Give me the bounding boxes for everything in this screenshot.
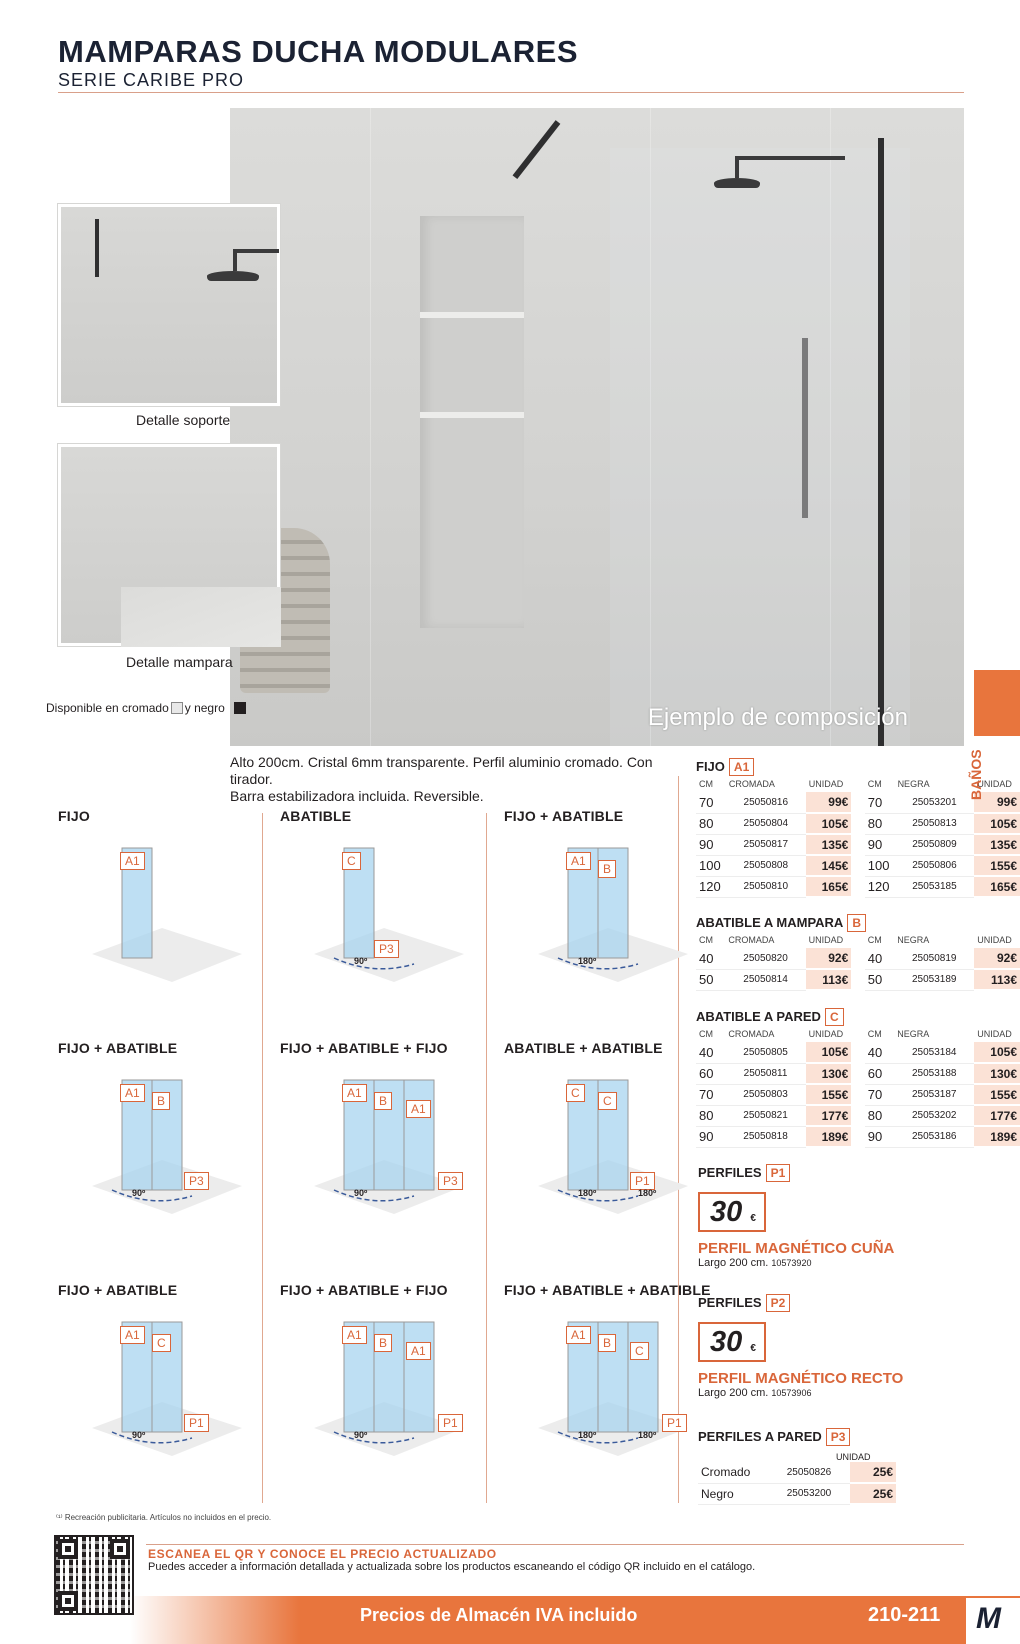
config-diagram	[294, 1068, 474, 1218]
glass-panel-shape	[404, 1080, 434, 1190]
letter-badge: A1	[120, 852, 145, 870]
table-row	[696, 855, 1020, 876]
shower-head-icon	[714, 178, 760, 188]
letter-badge: B	[847, 914, 866, 932]
table-row	[696, 969, 1020, 990]
cell-gap	[851, 1063, 865, 1084]
letter-badge: A1	[120, 1084, 145, 1102]
cell-cm: 100	[696, 855, 726, 876]
cell-code: 25050805	[725, 1042, 805, 1063]
cell-gap	[851, 948, 865, 969]
table-fijo: FIJO A1 CM CROMADA UNIDAD CM NEGRA UNIDAD 70 25050816 99€ 70 25053201 99€ 80 25050804 105€ 80 25050813 105€ 90 25050817 135€ 90 25050809 135€ 100 25050808 145€ 100 25050806 155€ 120 25050810 165€ 120 25053185 165€	[696, 758, 1020, 898]
cell-code: 25050811	[725, 1063, 805, 1084]
cell-code: 25050806	[895, 855, 975, 876]
wall-niche	[420, 216, 524, 628]
angle-label: 180º	[578, 956, 597, 966]
cell-cm: 90	[696, 834, 726, 855]
qr-divider	[146, 1544, 964, 1545]
table-row	[696, 948, 1020, 969]
config-diagram	[72, 1068, 252, 1218]
cell-code: 25050817	[726, 834, 806, 855]
cell-price: 155€	[974, 855, 1020, 876]
cell-code: 25053188	[894, 1063, 974, 1084]
cell-code: 25053185	[895, 876, 975, 897]
cell-gap	[851, 876, 864, 897]
price-box: 30 €	[698, 1192, 766, 1232]
config-diagram	[518, 1310, 698, 1460]
shower-diagram-icon	[294, 1068, 474, 1218]
qr-code-icon[interactable]	[54, 1535, 134, 1615]
cell-cm: 70	[696, 1084, 725, 1105]
cell-price: 113€	[806, 969, 852, 990]
config-diagram	[294, 1310, 474, 1460]
cell-code: 25053200	[768, 1483, 850, 1504]
cell-cm: 80	[865, 813, 895, 834]
cell-price: 189€	[806, 1126, 852, 1147]
config-diagram	[294, 836, 474, 986]
black-swatch-icon	[234, 702, 246, 714]
cell-code: 25050818	[725, 1126, 805, 1147]
availability-note: Disponible en cromado y negro	[46, 701, 248, 715]
config-title: FIJO	[58, 808, 90, 824]
floor-shape	[92, 928, 242, 982]
cell-code: 25050813	[895, 813, 975, 834]
shower-diagram-icon	[294, 836, 474, 986]
cell-cm: 60	[696, 1063, 725, 1084]
cell-price: 135€	[806, 834, 852, 855]
cell-price: 99€	[974, 792, 1020, 813]
black-profile	[878, 138, 884, 746]
letter-badge: B	[598, 1334, 616, 1352]
cell-code: 25050814	[725, 969, 805, 990]
cell-gap	[851, 1105, 865, 1126]
cell-gap	[851, 855, 864, 876]
letter-badge: A1	[120, 1326, 145, 1344]
cell-name: Cromado	[698, 1462, 768, 1483]
config-diagram	[72, 836, 252, 986]
table-row	[696, 1063, 1020, 1084]
cell-cm: 80	[865, 1105, 894, 1126]
table-abatible-pared: ABATIBLE A PARED C CM CROMADA UNIDAD CM NEGRA UNIDAD 40 25050805 105€ 40 25053184 105€ 60 25050811 130€ 60 25053188 130€ 70 25050803 155€ 70 25053187 155€ 80 25050821 177€ 80 25053202 177€ 90 25050818 189€ 90 25053186 189€	[696, 1008, 1020, 1148]
cell-code: 25050810	[726, 876, 806, 897]
letter-badge: A1	[342, 1326, 367, 1344]
perfil-cuna: PERFILES P1 30 € PERFIL MAGNÉTICO CUÑA Largo 200 cm. 10573920	[698, 1165, 895, 1269]
cell-price: 92€	[806, 948, 852, 969]
letter-badge: P3	[826, 1428, 851, 1446]
cell-code: 25050804	[726, 813, 806, 834]
table-header-row: CM CROMADA UNIDAD CM NEGRA UNIDAD	[699, 1029, 1012, 1039]
cell-price: 105€	[806, 813, 852, 834]
config-diagram	[518, 1068, 698, 1218]
price-box: 30 €	[698, 1322, 766, 1362]
letter-badge: P1	[766, 1164, 791, 1182]
cell-price: 189€	[974, 1126, 1020, 1147]
glass-panel-shape	[628, 1322, 658, 1432]
table-row	[698, 1483, 896, 1504]
letter-badge: P3	[184, 1172, 209, 1190]
perfil-recto: PERFILES P2 30 € PERFIL MAGNÉTICO RECTO Largo 200 cm. 10573906	[698, 1295, 904, 1399]
cell-price: 177€	[806, 1105, 852, 1126]
letter-badge: C	[342, 852, 361, 870]
footer-text: Precios de Almacén IVA incluido	[360, 1605, 638, 1625]
page-title: MAMPARAS DUCHA MODULARES	[58, 34, 579, 69]
cell-code: 25050819	[894, 948, 974, 969]
angle-label: 180º	[578, 1188, 597, 1198]
cell-cm: 90	[865, 834, 895, 855]
cell-cm: 70	[696, 792, 726, 813]
cell-code: 25053184	[894, 1042, 974, 1063]
angle-label: 180º	[638, 1430, 657, 1440]
config-title: FIJO + ABATIBLE	[58, 1282, 178, 1298]
price-table	[696, 932, 1020, 991]
shower-diagram-icon	[294, 1310, 474, 1460]
cell-code: 25053189	[894, 969, 974, 990]
cell-price: 113€	[974, 969, 1020, 990]
cell-price: 165€	[806, 876, 852, 897]
side-tab	[974, 670, 1020, 736]
cell-code: 25053201	[895, 792, 975, 813]
table-row	[696, 1042, 1020, 1063]
angle-label: 90º	[132, 1430, 146, 1440]
letter-badge: C	[825, 1008, 844, 1026]
letter-badge: C	[152, 1334, 171, 1352]
config-title: FIJO + ABATIBLE	[58, 1040, 178, 1056]
config-title: FIJO + ABATIBLE + FIJO	[280, 1040, 448, 1056]
cell-cm: 120	[865, 876, 895, 897]
cell-cm: 90	[865, 1126, 894, 1147]
letter-badge: B	[598, 860, 616, 878]
angle-label: 90º	[354, 1430, 368, 1440]
letter-badge: A1	[566, 852, 591, 870]
angle-label: 90º	[132, 1188, 146, 1198]
letter-badge: B	[374, 1092, 392, 1110]
stabilizer-bar	[513, 120, 561, 179]
letter-badge: P1	[184, 1414, 209, 1432]
product-name: PERFIL MAGNÉTICO RECTO	[698, 1370, 904, 1387]
shower-diagram-icon	[72, 836, 252, 986]
config-title: FIJO + ABATIBLE + FIJO	[280, 1282, 448, 1298]
cell-gap	[851, 1042, 865, 1063]
cell-price: 25€	[850, 1462, 896, 1483]
cell-price: 92€	[974, 948, 1020, 969]
detail-caption-panel: Detalle mampara	[126, 654, 233, 670]
letter-badge: A1	[406, 1100, 431, 1118]
letter-badge: C	[630, 1342, 649, 1360]
chrome-swatch-icon	[171, 702, 183, 714]
letter-badge: A1	[342, 1084, 367, 1102]
table-header-row: CM CROMADA UNIDAD CM NEGRA UNIDAD	[699, 935, 1012, 945]
cell-price: 177€	[974, 1105, 1020, 1126]
glass-panel	[610, 148, 910, 746]
cell-code: 25050826	[768, 1462, 850, 1483]
letter-badge: A1	[406, 1342, 431, 1360]
cell-code: 25053202	[894, 1105, 974, 1126]
product-description: Alto 200cm. Cristal 6mm transparente. Perfil aluminio cromado. Con tirador. Barra estabilizadora incluida. Reversible.	[230, 754, 653, 804]
grid-divider	[262, 813, 263, 1503]
cell-code: 25050821	[725, 1105, 805, 1126]
footnote: ⁽¹⁾ Recreación publicitaria. Artículos no incluidos en el precio.	[56, 1513, 272, 1522]
hand-shower	[802, 338, 808, 518]
photo-caption: Ejemplo de composición	[647, 704, 908, 731]
cell-price: 25€	[850, 1483, 896, 1504]
glass-panel-shape	[404, 1322, 434, 1432]
brand-logo: M	[966, 1598, 1020, 1644]
cell-code: 25050820	[725, 948, 805, 969]
letter-badge: B	[152, 1092, 170, 1110]
cell-name: Negro	[698, 1483, 768, 1504]
cell-code: 25050816	[726, 792, 806, 813]
angle-label: 180º	[638, 1188, 657, 1198]
letter-badge: B	[374, 1334, 392, 1352]
detail-photo-panel	[58, 444, 280, 646]
perfiles-pared: PERFILES A PARED P3 UNIDAD Cromado 25050826 25€ Negro 25053200 25€	[698, 1428, 896, 1505]
letter-badge: C	[566, 1084, 585, 1102]
angle-label: 90º	[354, 1188, 368, 1198]
cell-price: 105€	[974, 1042, 1020, 1063]
profile-price-table	[698, 1462, 896, 1505]
table-abatible-mampara: ABATIBLE A MAMPARA B CM CROMADA UNIDAD CM NEGRA UNIDAD 40 25050820 92€ 40 25050819 92€ 50 25050814 113€ 50 25053189 113€	[696, 914, 1020, 991]
letter-badge: C	[598, 1092, 617, 1110]
cell-cm: 50	[865, 969, 894, 990]
table-row	[696, 1084, 1020, 1105]
shower-diagram-icon	[72, 1310, 252, 1460]
letter-badge: P3	[438, 1172, 463, 1190]
config-title: FIJO + ABATIBLE	[504, 808, 624, 824]
qr-title: ESCANEA EL QR Y CONOCE EL PRECIO ACTUALIZADO	[148, 1547, 497, 1561]
cell-price: 130€	[974, 1063, 1020, 1084]
table-row	[696, 813, 1020, 834]
qr-text: Puedes acceder a información detallada y actualizada sobre los productos escaneando el código QR incluido en el catálogo.	[148, 1561, 756, 1573]
cell-price: 105€	[806, 1042, 852, 1063]
table-row	[696, 876, 1020, 897]
cell-gap	[851, 1084, 865, 1105]
cell-code: 25050803	[725, 1084, 805, 1105]
table-row	[696, 1126, 1020, 1147]
table-header-row: CM CROMADA UNIDAD CM NEGRA UNIDAD	[699, 779, 1012, 789]
cell-code: 25053186	[894, 1126, 974, 1147]
title-divider	[58, 92, 964, 93]
shower-diagram-icon	[518, 836, 698, 986]
cell-code: 25050808	[726, 855, 806, 876]
cell-price: 105€	[974, 813, 1020, 834]
cell-cm: 120	[696, 876, 726, 897]
cell-price: 135€	[974, 834, 1020, 855]
table-row	[698, 1462, 896, 1483]
cell-cm: 80	[696, 813, 726, 834]
grid-divider	[486, 813, 487, 1503]
config-diagram	[518, 836, 698, 986]
cell-cm: 40	[696, 948, 725, 969]
detail-photo-support	[58, 204, 280, 406]
letter-badge: P3	[374, 940, 399, 958]
cell-price: 165€	[974, 876, 1020, 897]
cell-gap	[851, 792, 864, 813]
letter-badge: P1	[438, 1414, 463, 1432]
letter-badge: P2	[766, 1294, 791, 1312]
cell-code: 25053187	[894, 1084, 974, 1105]
cell-cm: 40	[696, 1042, 725, 1063]
cell-gap	[851, 813, 864, 834]
cell-cm: 50	[696, 969, 725, 990]
product-name: PERFIL MAGNÉTICO CUÑA	[698, 1240, 895, 1257]
shower-diagram-icon	[518, 1310, 698, 1460]
cell-cm: 60	[865, 1063, 894, 1084]
cell-cm: 100	[865, 855, 895, 876]
angle-label: 90º	[354, 956, 368, 966]
price-table	[696, 1026, 1020, 1148]
cell-cm: 40	[865, 1042, 894, 1063]
cell-price: 155€	[974, 1084, 1020, 1105]
cell-cm: 70	[865, 1084, 894, 1105]
cell-gap	[851, 834, 864, 855]
page-subtitle: SERIE CARIBE PRO	[58, 70, 245, 90]
letter-badge: A1	[566, 1326, 591, 1344]
shower-diagram-icon	[518, 1068, 698, 1218]
config-title: ABATIBLE	[280, 808, 352, 824]
cell-gap	[851, 969, 865, 990]
cell-price: 99€	[806, 792, 852, 813]
side-tab-label: BAÑOS	[968, 749, 984, 800]
cell-price: 130€	[806, 1063, 852, 1084]
letter-badge: A1	[729, 758, 754, 776]
angle-label: 180º	[578, 1430, 597, 1440]
letter-badge: P1	[630, 1172, 655, 1190]
cell-cm: 90	[696, 1126, 725, 1147]
footer-gradient	[130, 1596, 300, 1644]
cell-code: 25050809	[895, 834, 975, 855]
letter-badge: P1	[662, 1414, 687, 1432]
cell-cm: 40	[865, 948, 894, 969]
cell-price: 145€	[806, 855, 852, 876]
shower-diagram-icon	[72, 1068, 252, 1218]
table-row	[696, 1105, 1020, 1126]
config-title: ABATIBLE + ABATIBLE	[504, 1040, 663, 1056]
cell-cm: 80	[696, 1105, 725, 1126]
cell-gap	[851, 1126, 865, 1147]
cell-cm: 70	[865, 792, 895, 813]
page-numbers: 210-211	[868, 1604, 941, 1626]
config-title: FIJO + ABATIBLE + ABATIBLE	[504, 1282, 711, 1298]
detail-caption-support: Detalle soporte	[136, 412, 231, 428]
config-diagram	[72, 1310, 252, 1460]
cell-price: 155€	[806, 1084, 852, 1105]
composition-photo	[230, 108, 964, 746]
table-row	[696, 834, 1020, 855]
